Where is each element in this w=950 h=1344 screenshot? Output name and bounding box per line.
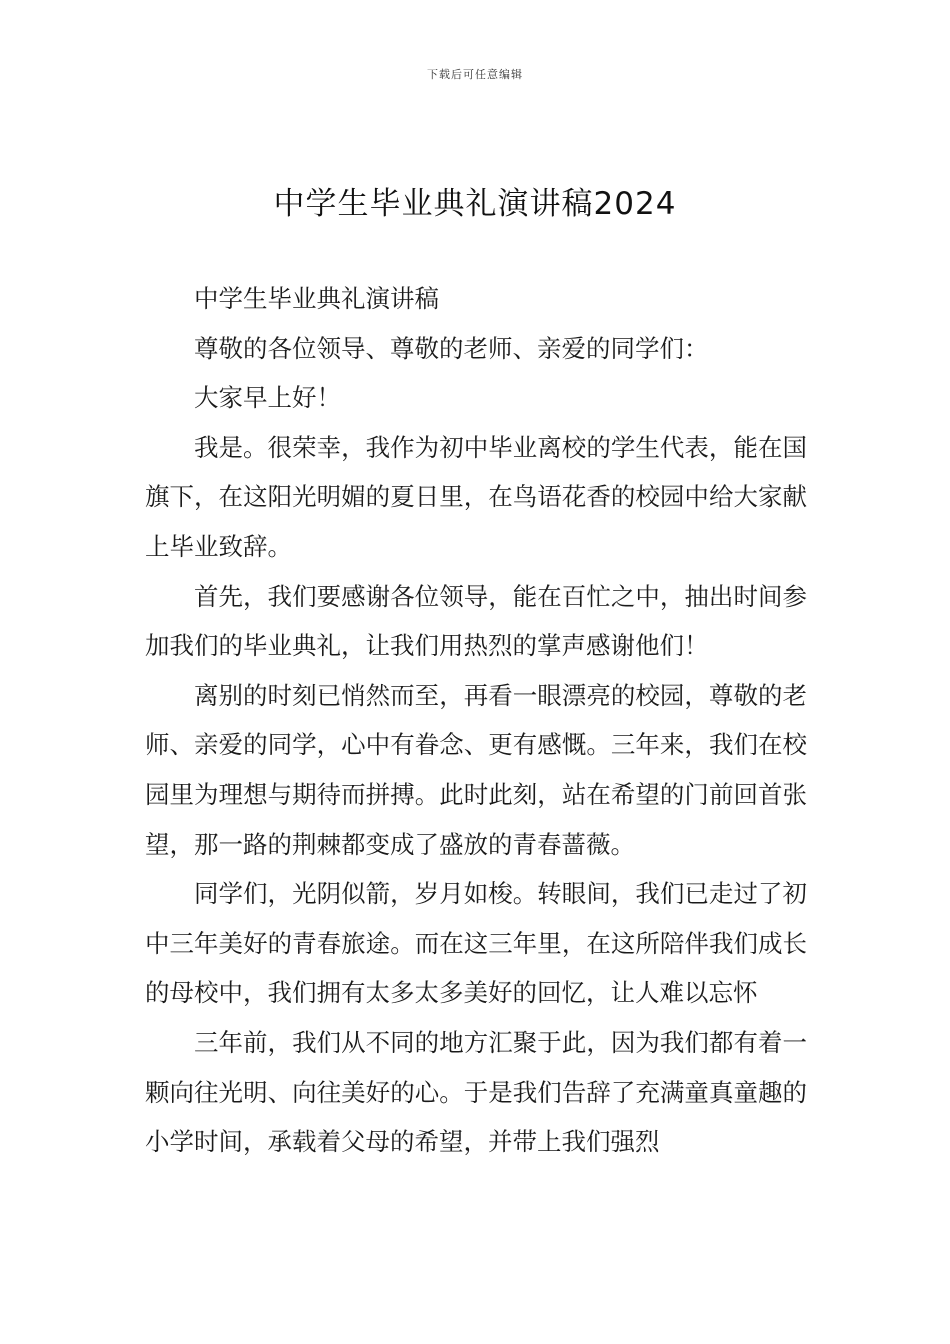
- paragraph: 同学们，光阴似箭，岁月如梭。转眼间，我们已走过了初中三年美好的青春旅途。而在这三年里，在这所陪伴我们成长的母校中，我们拥有太多太多美好的回忆，让人难以忘怀: [145, 879, 807, 1008]
- document-body: [145, 274, 807, 1167]
- paragraph: 离别的时刻已悄然而至，再看一眼漂亮的校园，尊敬的老师、亲爱的同学，心中有眷念、更有感慨。三年来，我们在校园里为理想与期待而拼搏。此时此刻，站在希望的门前回首张望，那一路的荆棘都变成了盛放的青春蔷薇。: [145, 680, 807, 859]
- paragraph: 我是。很荣幸，我作为初中毕业离校的学生代表，能在国旗下，在这阳光明媚的夏日里，在鸟语花香的校园中给大家献上毕业致辞。: [145, 432, 807, 561]
- paragraph: 三年前，我们从不同的地方汇聚于此，因为我们都有着一颗向往光明、向往美好的心。于是我们告辞了充满童真童趣的小学时间，承载着父母的希望，并带上我们强烈: [145, 1027, 807, 1157]
- paragraph-greeting: 大家早上好！: [194, 383, 341, 413]
- paragraph-salutation: 尊敬的各位领导、尊敬的老师、亲爱的同学们：: [194, 333, 709, 363]
- document-title: 中学生毕业典礼演讲稿2024: [273, 186, 677, 222]
- paragraph: 首先，我们要感谢各位领导，能在百忙之中，抽出时间参加我们的毕业典礼，让我们用热烈的掌声感谢他们！: [145, 581, 807, 661]
- paragraph-heading: 中学生毕业典礼演讲稿: [194, 284, 439, 313]
- header-note: 下载后可任意编辑: [427, 68, 523, 81]
